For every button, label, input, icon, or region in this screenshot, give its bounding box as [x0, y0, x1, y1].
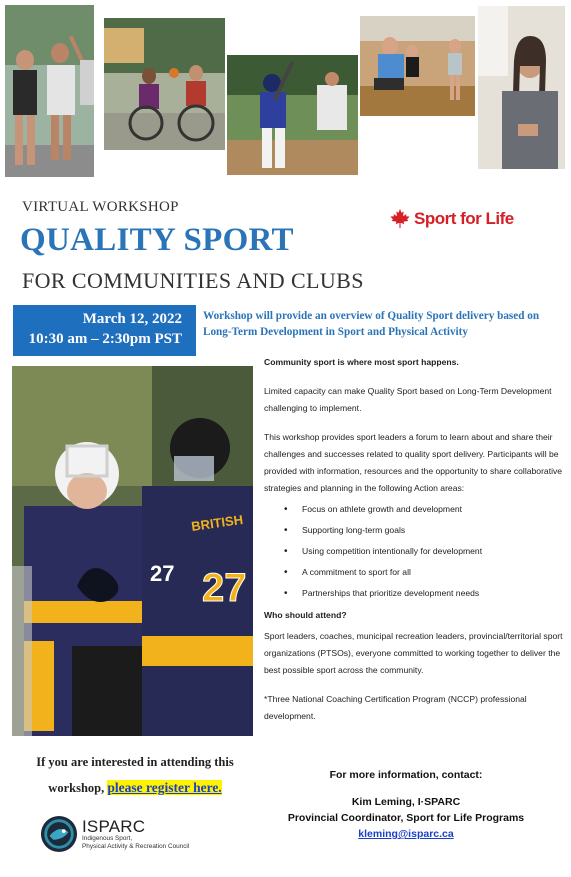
event-time: 10:30 am – 2:30pm PST — [28, 331, 182, 347]
lead-statement: Community sport is where most sport happens. — [264, 357, 459, 367]
contact-heading: For more information, contact: — [329, 769, 483, 781]
contact-role: Provincial Coordinator, Sport for Life Programs — [287, 812, 525, 824]
who-heading: Who should attend? — [264, 610, 347, 620]
sport-for-life-logo — [389, 208, 514, 230]
register-link[interactable]: please register here. — [107, 780, 222, 795]
list-item: • A commitment to sport for all — [284, 564, 564, 581]
who-text: Sport leaders, coaches, municipal recreation leaders, provincial/territorial sport organizations (PTSOs), everyone committed to working together to deliver the best possible sport across the community. — [264, 631, 563, 675]
event-datetime-box — [13, 305, 196, 356]
isparc-emblem-icon — [40, 815, 78, 853]
nccp-note: *Three National Coaching Certification Program (NCCP) professional development. — [264, 694, 527, 721]
event-date: March 12, 2022 — [82, 311, 182, 327]
list-item: • Supporting long-term goals — [284, 522, 564, 539]
jersey-number-sleeve: 27 — [150, 561, 175, 586]
isparc-line1: Indigenous Sport, — [82, 834, 133, 842]
photo-smiling-woman — [478, 6, 565, 169]
workshop-description — [264, 354, 564, 737]
action-areas-list — [264, 501, 564, 602]
sport-for-life-wordmark: Sport for Life — [414, 209, 514, 228]
isparc-name: ISPARC — [82, 816, 146, 836]
contact-block — [270, 768, 542, 842]
jersey-text-right: BRITISH — [190, 511, 244, 534]
contact-name: Kim Leming, I·SPARC — [351, 796, 461, 808]
maple-leaf-icon — [389, 208, 411, 230]
jersey-number-right: 27 — [202, 566, 247, 610]
page-title: QUALITY SPORT — [20, 222, 294, 258]
photo-wheelchair-basketball — [104, 18, 225, 150]
list-item: • Focus on athlete growth and development — [284, 501, 564, 518]
paragraph-forum: This workshop provides sport leaders a forum to learn about and share their challenges and successes related to quality sport delivery. Participants will be provided with information, resources and the opportunity to share collaborative strategies and planning in the following Action areas: — [264, 432, 563, 493]
photo-hockey-players — [12, 366, 253, 736]
workshop-overview: Workshop will provide an overview of Quality Sport delivery based on Long-Term Development in Sport and Physical Activity — [203, 310, 540, 338]
list-item: • Partnerships that prioritize development needs — [284, 585, 564, 602]
contact-email-link[interactable]: kleming@isparc.ca — [358, 828, 454, 840]
photo-coach-kids — [360, 16, 475, 116]
photo-runners — [5, 5, 94, 177]
isparc-line2: Physical Activity & Recreation Council — [82, 842, 190, 850]
register-callout — [20, 749, 250, 801]
paragraph-capacity: Limited capacity can make Quality Sport based on Long-Term Development challenging to implement. — [264, 386, 552, 413]
list-item: • Using competition intentionally for development — [284, 543, 564, 560]
page-subtitle: FOR COMMUNITIES AND CLUBS — [22, 268, 364, 293]
register-prompt: If you are interested in attending this workshop, — [36, 755, 234, 795]
event-kicker: VIRTUAL WORKSHOP — [22, 199, 179, 215]
photo-softball-batter — [227, 55, 358, 175]
isparc-logo — [40, 815, 189, 853]
jersey-text-left: TEAMBC — [67, 607, 119, 621]
